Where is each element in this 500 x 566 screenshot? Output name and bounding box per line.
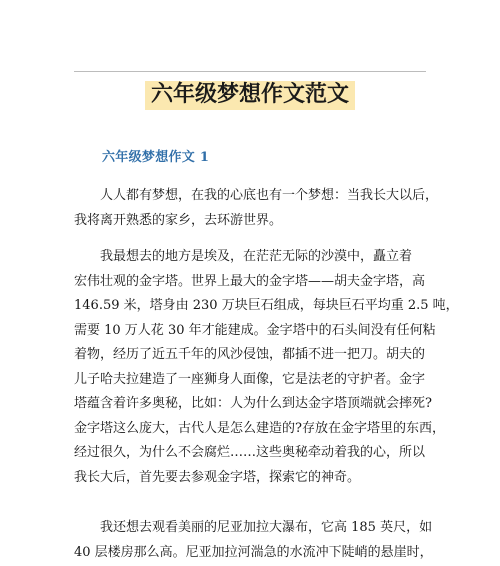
paragraph-line: 宏伟壮观的金字塔。世界上最大的金字塔——胡夫金字塔，高	[74, 273, 426, 289]
paragraph-line: 儿子哈夫拉建造了一座狮身人面像，它是法老的守护者。金字	[74, 371, 426, 387]
paragraph-line: 着物，经历了近五千年的风沙侵蚀，都插不进一把刀。胡夫的	[74, 347, 426, 362]
paragraph-line: 40 层楼房那么高。尼亚加拉河湍急的水流冲下陡峭的悬崖时，	[74, 544, 433, 560]
paragraph-line: 需要 10 万人花 30 年才能建成。金字塔中的石头间没有任何粘	[74, 322, 436, 338]
paragraph-line: 我将离开熟悉的家乡，去环游世界。	[74, 212, 283, 228]
document-title-text: 六年级梦想作文范文	[145, 81, 355, 110]
paragraph-line: 146.59 米，塔身由 230 万块巨石组成，每块巨石平均重 2.5 吨，	[74, 298, 459, 313]
paragraph-line: 我长大后，首先要去参观金字塔，探索它的神奇。	[74, 469, 361, 485]
header-divider	[74, 71, 426, 72]
paragraph-line: 我最想去的地方是埃及，在茫茫无际的沙漠中，矗立着	[100, 249, 413, 264]
paragraph-2	[74, 245, 459, 490]
paragraph-3	[74, 516, 433, 565]
paragraph-line: 我还想去观看美丽的尼亚加拉大瀑布，它高 185 英尺，如	[100, 520, 433, 535]
paragraph-line: 人人都有梦想，在我的心底也有一个梦想：当我长大以后，	[100, 188, 439, 203]
paragraph-line: 塔蕴含着许多奥秘，比如：人为什么到达金字塔顶端就会摔死?	[74, 396, 432, 411]
section-heading: 六年级梦想作文 1	[102, 150, 210, 165]
paragraph-1	[74, 184, 439, 233]
paragraph-line: 金字塔这么庞大，古代人是怎么建造的?存放在金字塔里的东西，	[74, 420, 445, 436]
document-title	[0, 80, 500, 110]
paragraph-line: 经过很久，为什么不会腐烂……这些奥秘牵动着我的心，所以	[74, 445, 426, 460]
